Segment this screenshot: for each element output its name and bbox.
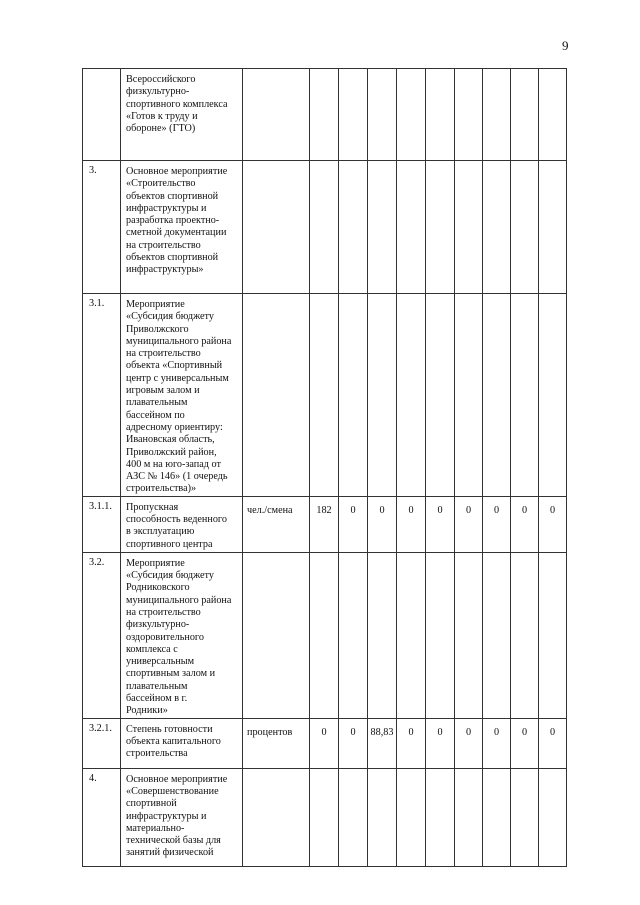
row-unit [243, 768, 310, 866]
table-row [83, 496, 567, 552]
row-description-cell [121, 496, 243, 552]
row-description: Мероприятие «Субсидия бюджету Приволжского муниципального района на строительство объекта «Спортивный центр с универсальным игровым залом и плавательным бассейном по адресному ориентиру: Ивановская область, Приволжский район, 400 м на юго-запад от АЗС № 146» (1 очередь строительства)» [126, 299, 232, 495]
table-row [83, 552, 567, 718]
row-description: Степень готовности объекта капитального строительства [126, 723, 221, 760]
row-value [455, 768, 483, 866]
row-description: Основное мероприятие «Совершенствование спортивной инфраструктуры и материально- технической базы для занятий физической [126, 773, 228, 859]
row-description: Мероприятие «Субсидия бюджету Родниковского муниципального района на строительство физкультурно- оздоровительного комплекса с универсальным спортивным залом и плавательным бассейном в г. Родники» [126, 557, 232, 717]
row-value: 0 [397, 718, 426, 768]
row-value [339, 294, 368, 497]
table-row [83, 718, 567, 768]
row-value [368, 768, 397, 866]
row-value [310, 69, 339, 161]
row-value [455, 294, 483, 497]
table-row [83, 161, 567, 294]
row-unit [243, 69, 310, 161]
row-value [483, 69, 511, 161]
row-value: 0 [511, 496, 539, 552]
row-number [83, 69, 121, 161]
row-number: 3.2.1. [83, 718, 121, 768]
row-value [339, 161, 368, 294]
row-value: 0 [455, 496, 483, 552]
row-value [483, 161, 511, 294]
row-unit: процентов [243, 718, 310, 768]
row-value [368, 161, 397, 294]
row-value: 0 [511, 718, 539, 768]
row-value [339, 69, 368, 161]
row-value [310, 768, 339, 866]
row-value [455, 69, 483, 161]
row-description: Всероссийского физкультурно- спортивного комплекса «Готов к труду и обороне» (ГТО) [126, 74, 228, 135]
indicators-table [82, 68, 567, 867]
row-value: 182 [310, 496, 339, 552]
row-description-cell [121, 718, 243, 768]
row-value [426, 69, 455, 161]
row-description-cell [121, 294, 243, 497]
row-value: 0 [339, 718, 368, 768]
row-unit [243, 161, 310, 294]
row-value [539, 552, 567, 718]
row-value [455, 552, 483, 718]
row-number: 3. [83, 161, 121, 294]
row-number: 3.1.1. [83, 496, 121, 552]
row-value: 0 [310, 718, 339, 768]
row-value [539, 161, 567, 294]
row-value: 0 [339, 496, 368, 552]
page-number: 9 [562, 38, 569, 53]
row-value [511, 294, 539, 497]
row-description-cell [121, 69, 243, 161]
row-number: 3.1. [83, 294, 121, 497]
row-unit: чел./смена [243, 496, 310, 552]
row-value [397, 768, 426, 866]
row-unit [243, 552, 310, 718]
row-value [397, 294, 426, 497]
row-value [511, 161, 539, 294]
row-value: 0 [426, 496, 455, 552]
row-value [310, 552, 339, 718]
row-value: 0 [455, 718, 483, 768]
row-value [397, 161, 426, 294]
row-description-cell [121, 552, 243, 718]
row-value [368, 69, 397, 161]
row-value [310, 161, 339, 294]
row-value [368, 552, 397, 718]
row-value [511, 69, 539, 161]
row-value [483, 768, 511, 866]
row-value [310, 294, 339, 497]
row-description: Основное мероприятие «Строительство объектов спортивной инфраструктуры и разработка проектно- сметной документации на строительство объектов спортивной инфраструктуры» [126, 166, 228, 276]
row-value [426, 294, 455, 497]
table-row [83, 768, 567, 866]
row-description: Пропускная способность веденного в эксплуатацию спортивного центра [126, 501, 227, 550]
row-value [455, 161, 483, 294]
row-unit [243, 294, 310, 497]
row-value [426, 552, 455, 718]
table-row [83, 69, 567, 161]
row-value: 0 [397, 496, 426, 552]
row-value [483, 294, 511, 497]
row-value [397, 552, 426, 718]
row-value [539, 768, 567, 866]
table-row [83, 294, 567, 497]
row-value [539, 294, 567, 497]
row-description-cell [121, 768, 243, 866]
row-value: 0 [483, 718, 511, 768]
row-value [539, 69, 567, 161]
row-value: 0 [539, 496, 567, 552]
row-value [426, 768, 455, 866]
row-value [368, 294, 397, 497]
row-value [339, 768, 368, 866]
row-value [426, 161, 455, 294]
row-value: 0 [368, 496, 397, 552]
row-value [483, 552, 511, 718]
row-value [397, 69, 426, 161]
table-body [83, 69, 567, 867]
row-value [511, 768, 539, 866]
row-number: 3.2. [83, 552, 121, 718]
row-value: 88,83 [368, 718, 397, 768]
row-description-cell [121, 161, 243, 294]
row-number: 4. [83, 768, 121, 866]
row-value: 0 [539, 718, 567, 768]
row-value: 0 [426, 718, 455, 768]
row-value [511, 552, 539, 718]
row-value: 0 [483, 496, 511, 552]
row-value [339, 552, 368, 718]
